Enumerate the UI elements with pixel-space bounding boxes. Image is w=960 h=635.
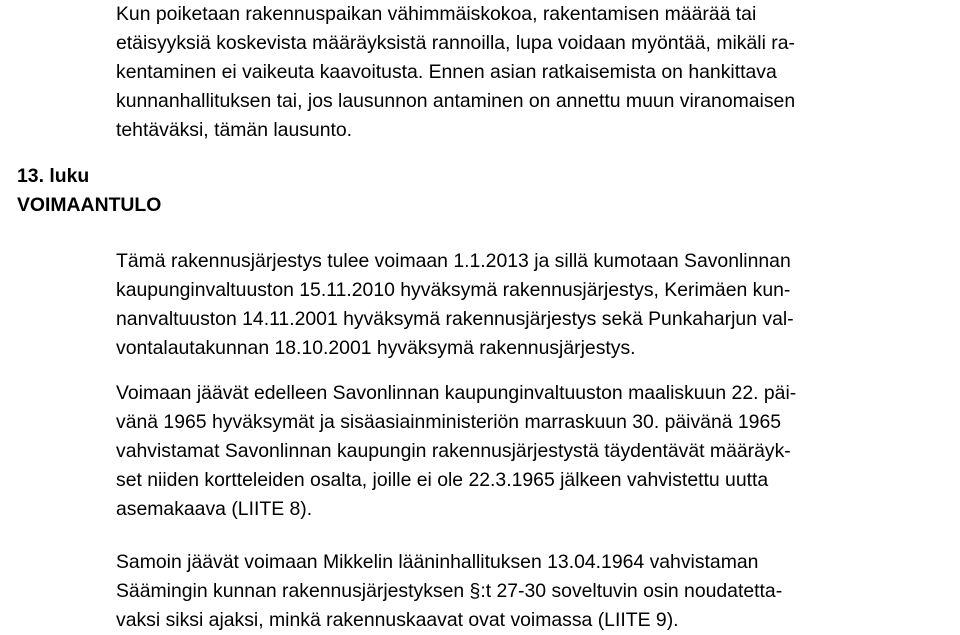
paragraph-line: Voimaan jäävät edelleen Savonlinnan kaupunginvaltuuston maaliskuun 22. päi-: [116, 382, 797, 404]
section-heading: [17, 162, 161, 220]
paragraph-line: kunnanhallituksen tai, jos lausunnon antaminen on annettu muun viranomaisen: [116, 90, 796, 112]
paragraph-line: Samoin jäävät voimaan Mikkelin lääninhallituksen 13.04.1964 vahvistaman: [116, 551, 759, 573]
paragraph-line: Tämä rakennusjärjestys tulee voimaan 1.1.2013 ja sillä kumotaan Savonlinnan: [116, 250, 791, 272]
paragraph-line: nanvaltuuston 14.11.2001 hyväksymä rakennusjärjestys sekä Punkaharjun val-: [116, 308, 794, 330]
paragraph-line: set niiden kortteleiden osalta, joille ei ole 22.3.1965 jälkeen vahvistettu uutta: [116, 469, 769, 491]
paragraph-line: vaksi siksi ajaksi, minkä rakennuskaavat ovat voimassa (LIITE 9).: [116, 609, 679, 631]
paragraph-line: vahvistamat Savonlinnan kaupungin rakennusjärjestystä täydentävät määräyk-: [116, 440, 791, 462]
paragraph-line: vontalautakunnan 18.10.2001 hyväksymä rakennusjärjestys.: [116, 337, 636, 359]
paragraph-line: Kun poiketaan rakennuspaikan vähimmäiskokoa, rakentamisen määrää tai: [116, 3, 757, 25]
saaminki-regulations-paragraph: [116, 548, 952, 635]
paragraph-line: vänä 1965 hyväksymät ja sisäasiainministeriön marraskuun 30. päivänä 1965: [116, 411, 782, 433]
remaining-regulations-paragraph: [116, 379, 952, 524]
paragraph-line: tehtäväksi, tämän lausunto.: [116, 119, 353, 141]
intro-paragraph: [116, 0, 952, 145]
section-number: 13. luku: [17, 165, 90, 187]
entry-into-force-paragraph: [116, 247, 952, 363]
paragraph-line: Säämingin kunnan rakennusjärjestyksen §:t 27-30 soveltuvin osin noudatetta-: [116, 580, 783, 602]
section-title: VOIMAANTULO: [17, 194, 162, 216]
paragraph-line: asemakaava (LIITE 8).: [116, 498, 313, 520]
paragraph-line: kentaminen ei vaikeuta kaavoitusta. Ennen asian ratkaisemista on hankittava: [116, 61, 777, 83]
paragraph-line: kaupunginvaltuuston 15.11.2010 hyväksymä rakennusjärjestys, Kerimäen kun-: [116, 279, 791, 301]
paragraph-line: etäisyyksiä koskevista määräyksistä rannoilla, lupa voidaan myöntää, mikäli ra-: [116, 32, 795, 54]
